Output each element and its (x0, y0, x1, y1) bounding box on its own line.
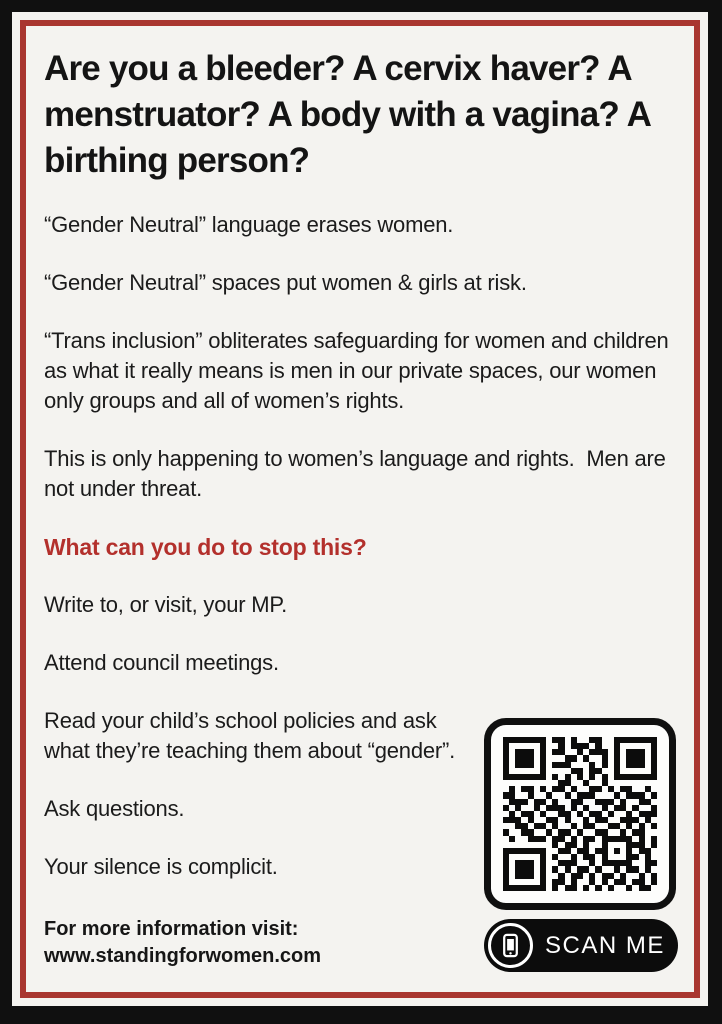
action-ask-questions: Ask questions. (44, 796, 185, 821)
paper-margin (12, 12, 708, 1006)
scan-me-label: SCAN ME (545, 931, 665, 959)
leaflet-content (26, 26, 694, 992)
footer-info-line: For more information visit: (44, 918, 299, 940)
qr-code-frame (484, 718, 676, 910)
scan-me-button (484, 919, 678, 972)
footer (44, 916, 321, 970)
action-write-mp: Write to, or visit, your MP. (44, 592, 287, 617)
footer-url: www.standingforwomen.com (44, 945, 322, 967)
paragraph-trans-inclusion: “Trans inclusion” obliterates safeguarding for women and children as what it really means is men in our private spaces, our women only groups and all of women’s rights. (44, 328, 669, 413)
paragraph-gender-neutral-language: “Gender Neutral” language erases women. (44, 212, 454, 237)
cta-heading: What can you do to stop this? (44, 534, 367, 560)
action-council-meetings: Attend council meetings. (44, 650, 279, 675)
phone-icon (488, 923, 533, 968)
action-school-policies: Read your child’s school policies and ask what they’re teaching them about “gender”. (44, 708, 456, 763)
qr-block (484, 718, 678, 972)
paragraph-gender-neutral-spaces: “Gender Neutral” spaces put women & girls at risk. (44, 270, 527, 295)
qr-code (503, 737, 657, 891)
headline: Are you a bleeder? A cervix haver? A menstruator? A body with a vagina? A birthing person? (44, 49, 650, 180)
action-silence-complicit: Your silence is complicit. (44, 854, 278, 879)
paragraph-only-happening: This is only happening to women’s language and rights. Men are not under threat. (44, 446, 666, 501)
red-border-frame (20, 20, 700, 998)
